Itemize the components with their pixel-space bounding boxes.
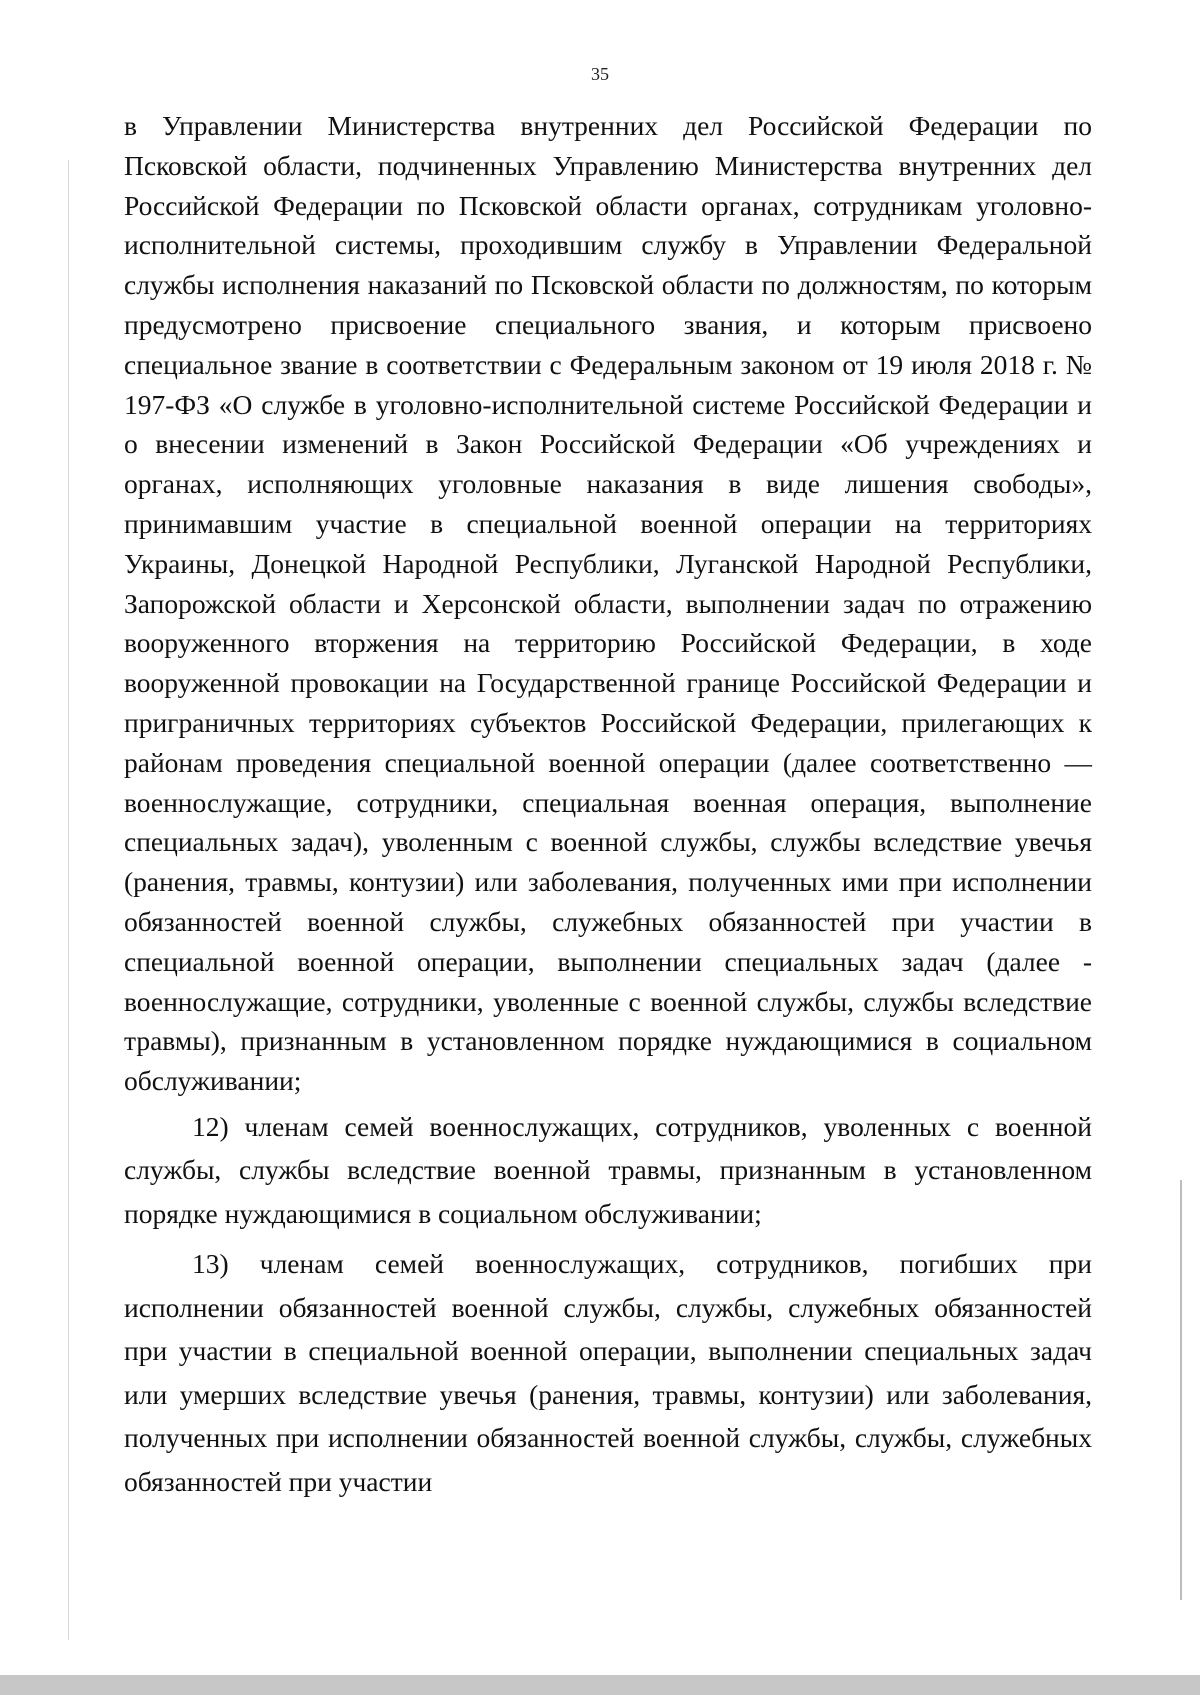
scan-edge-left <box>68 160 69 1640</box>
scan-edge-right <box>1180 1180 1182 1600</box>
document-body <box>124 106 1092 1503</box>
paragraph-item-13: 13) членам семей военнослужащих, сотрудников, погибших при исполнении обязанностей военной службы, службы, служебных обязанностей при участии в специальной военной операции, выполнении специальных задач или умерших вследствие увечья (ранения, травмы, контузии) или заболевания, полученных при исполнении обязанностей военной службы, службы, служебных обязанностей при участии <box>124 1248 1092 1497</box>
paragraph-continuation: в Управлении Министерства внутренних дел Российской Федерации по Псковской области, подчиненных Управлению Министерства внутренних дел Российской Федерации по Псковской области органах, сотрудникам уголовно-исполнительной системы, проходившим службу в Управлении Федеральной службы исполнения наказаний по Псковской области по должностям, по которым предусмотрено присвоение специального звания, и которым присвоено специальное звание в соответствии с Федеральным законом от 19 июля 2018 г. № 197-ФЗ «О службе в уголовно-исполнительной системе Российской Федерации и о внесении изменений в Закон Российской Федерации «Об учреждениях и органах, исполняющих уголовные наказания в виде лишения свободы», принимавшим участие в специальной военной операции на территориях Украины, Донецкой Народной Республики, Луганской Народной Республики, Запорожской области и Херсонской области, выполнении задач по отражению вооруженного вторжения на территорию Российской Федерации, в ходе вооруженной провокации на Государственной границе Российской Федерации и приграничных территориях субъектов Российской Федерации, прилегающих к районам проведения специальной военной операции (далее соответственно — военнослужащие, сотрудники, специальная военная операция, выполнение специальных задач), уволенным с военной службы, службы вследствие увечья (ранения, травмы, контузии) или заболевания, полученных ими при исполнении обязанностей военной службы, служебных обязанностей при участии в специальной военной операции, выполнении специальных задач (далее - военнослужащие, сотрудники, уволенные с военной службы, службы вследствие травмы), признанным в установленном порядке нуждающимися в социальном обслуживании; <box>124 110 1092 1097</box>
paragraph-item-12: 12) членам семей военнослужащих, сотрудников, уволенных с военной службы, службы вследствие военной травмы, признанным в установленном порядке нуждающимися в социальном обслуживании; <box>124 1110 1092 1229</box>
page-number: 35 <box>591 64 609 84</box>
scan-bottom-band <box>0 1675 1200 1695</box>
